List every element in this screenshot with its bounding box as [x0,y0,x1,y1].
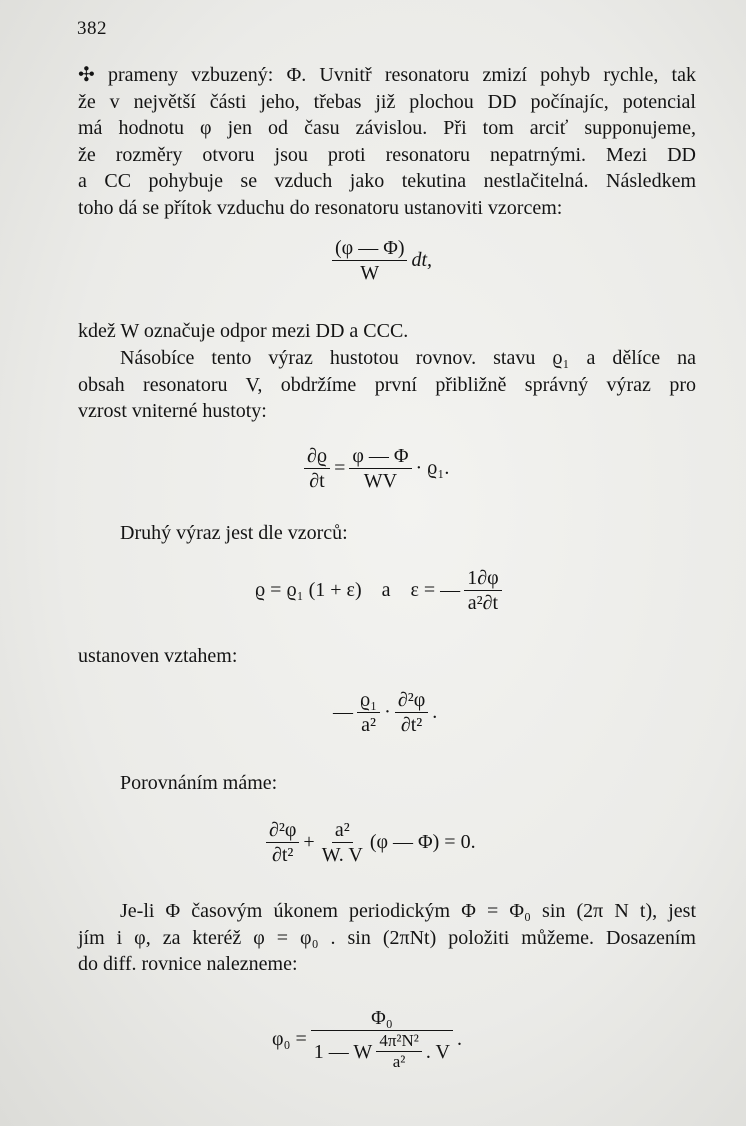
equation-left: φ₀ = [272,1027,307,1050]
text-line: vzrost vniterné hustoty: [78,400,267,422]
denominator: a²∂t [467,592,499,614]
denominator: WV [363,470,398,492]
fraction [319,818,366,867]
paragraph-3 [78,345,696,425]
text-line: Druhý výraz jest dle vzorců: [120,522,348,544]
equation-suffix: dt, [411,249,433,271]
text-line: jím i φ, za kteréž φ = φ₀ . sin (2πNt) položiti můžeme. Dosazením [78,926,696,949]
numerator: Φ₀ [311,1006,453,1031]
equation-left: ϱ = ϱ₁ (1 + ε) [255,579,362,601]
equation-suffix: . [456,1027,462,1050]
equation-6 [272,1006,462,1072]
text-line: má hodnotu φ jen od času závislou. Při tom arciť supponujeme, [78,117,696,139]
text-line: toho dá se přítok vzduchu do resonatoru ustanoviti vzorcem: [78,196,563,219]
fraction [464,566,501,615]
text-line: kdež W označuje odpor mezi DD a CCC. [78,320,409,342]
text-line: ustanoven vztahem: [78,645,238,667]
paragraph-7 [78,898,696,978]
fraction [311,1006,453,1072]
numerator: φ — Φ [349,444,411,469]
denominator [311,1031,453,1072]
numerator: ∂²φ [266,818,299,843]
equation-3 [255,566,506,615]
minus-sign: — [333,701,353,723]
equation-suffix: . [432,701,438,723]
numerator: a² [332,818,353,843]
equation-1 [328,236,432,285]
text-line: obsah resonatoru V, obdržíme první přibližně správný výraz pro [78,373,696,396]
fraction [349,444,411,493]
paragraph-6 [78,770,696,797]
text-line: Porovnáním máme: [120,772,278,794]
denominator-right: . V [425,1040,450,1063]
paragraph-2 [78,318,696,345]
fraction [357,688,380,737]
numerator: 1∂φ [464,566,501,591]
paragraph-5 [78,643,696,670]
denominator: ∂t [309,470,325,492]
text-line: ✣ prameny vzbuzený: Φ. Uvnitř resonatoru zmizí pohyb rychle, tak [78,64,696,86]
denominator: W. V [321,844,363,866]
equation-suffix: · ϱ₁. [415,457,450,479]
denominator: a² [361,714,377,736]
fraction [266,818,299,867]
numerator: 4π²N² [376,1031,422,1052]
denominator: ∂t² [400,714,423,736]
text-line: do diff. rovnice nalezneme: [78,953,298,975]
numerator: ∂²φ [395,688,428,713]
paragraph-4 [78,520,696,547]
dot-operator: · [384,701,391,723]
text-line: že v největší části jeho, třebas již plochou DD počínajíc, potencial [78,90,696,113]
numerator: ∂ϱ [304,444,330,469]
page-number: 382 [77,18,107,39]
denominator-left: 1 — W [313,1040,373,1063]
equals-sign: = [334,457,346,479]
conjunction: a [381,579,391,601]
text-line: a CC pohybuje se vzduch jako tekutina nestlačitelná. Následkem [78,170,696,192]
fraction [376,1031,422,1072]
denominator: a² [392,1052,406,1071]
equation-5 [262,818,476,867]
text-line: že rozměry otvoru jsou proti resonatoru nepatrnými. Mezi DD [78,143,696,166]
equation-4 [333,688,437,737]
denominator: ∂t² [271,844,294,866]
fraction [304,444,330,493]
equation-right: ε = — [410,579,461,601]
denominator: W [360,262,380,284]
fraction [395,688,428,737]
equation-2 [300,444,449,493]
text-line: Násobíce tento výraz hustotou rovnov. stavu ϱ₁ a dělíce na [120,347,696,369]
text-line: Je-li Φ časovým úkonem periodickým Φ = Φ₀ sin (2π N t), jest [120,900,696,922]
equation-suffix: (φ — Φ) = 0. [369,831,476,853]
paragraph-1 [78,62,696,221]
plus-sign: + [303,831,315,853]
numerator: ϱ₁ [357,688,380,713]
fraction [332,236,407,285]
numerator: (φ — Φ) [332,236,407,261]
